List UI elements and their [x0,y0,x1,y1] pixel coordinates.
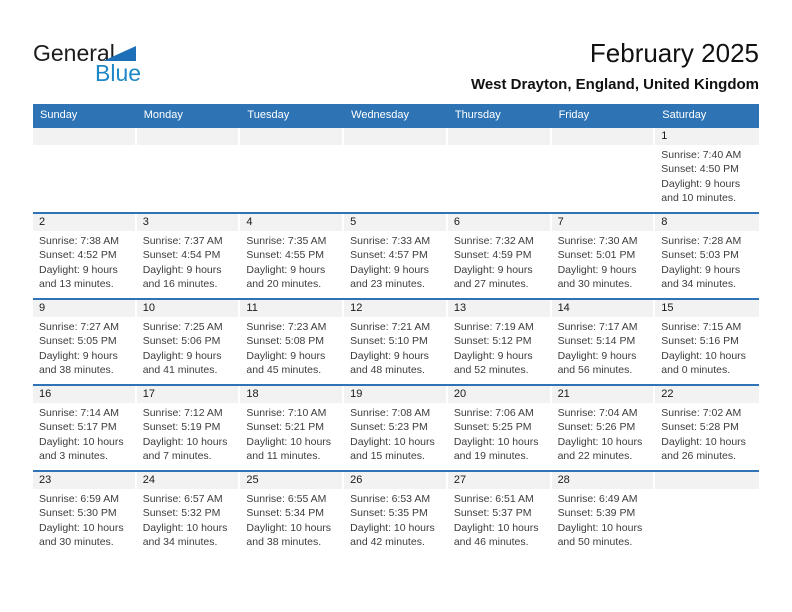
daylight-text: Daylight: 9 hours [142,349,222,362]
daylight-text: Daylight: 10 hours [661,349,746,362]
sunset-text: Sunset: 5:34 PM [246,507,325,520]
weekday-sunday: Sunday [40,109,78,121]
day-number: 27 [453,474,467,486]
sunrise-text: Sunrise: 7:08 AM [350,407,431,419]
day-number-band [137,128,239,145]
day-cell [655,472,759,556]
day-number-band [137,300,239,317]
sunset-text: Sunset: 5:01 PM [557,249,636,262]
weekday-monday: Monday [143,109,183,121]
day-details [344,231,448,291]
sunrise-text: Sunrise: 7:15 AM [661,321,742,333]
day-number-band [552,472,654,489]
day-details [552,403,656,463]
daylight-text: Daylight: 10 hours [246,521,332,534]
day-number-band [448,128,550,145]
day-details [137,145,241,148]
sunrise-text: Sunrise: 7:10 AM [246,407,327,419]
day-number: 20 [453,388,467,400]
day-details [137,231,241,291]
day-number-band [448,300,550,317]
sunset-text: Sunset: 5:06 PM [142,335,221,348]
day-number-band [240,214,342,231]
daylight-text: Daylight: 10 hours [350,435,435,448]
daylight-text: Daylight: 9 hours [453,349,533,362]
day-number: 9 [39,302,46,314]
day-cell [655,214,759,298]
day-number: 4 [246,216,253,228]
day-details [240,145,344,148]
day-number: 25 [246,474,259,486]
day-number: 26 [350,474,363,486]
sunset-text: Sunset: 5:21 PM [246,421,325,434]
day-number-band [655,128,759,145]
day-details [344,403,448,463]
day-cell [240,472,344,556]
day-cell [344,300,448,384]
daylight-text: Daylight: 10 hours [453,521,539,534]
day-details [655,489,759,492]
calendar-table [33,104,759,556]
day-cell [448,386,552,470]
day-number: 23 [39,474,52,486]
weekday-saturday: Saturday [662,109,707,121]
daylight-text: Daylight: 9 hours [246,349,326,362]
daylight-text-continued: and 0 minutes. [661,363,731,376]
daylight-text-continued: and 30 minutes. [557,277,633,290]
daylight-text-continued: and 13 minutes. [39,277,114,290]
day-number: 11 [246,302,258,314]
day-cell [552,300,656,384]
day-number: 24 [142,474,155,486]
week-row [33,126,759,212]
day-details [655,231,759,291]
sunrise-text: Sunrise: 7:12 AM [142,407,223,419]
daylight-text-continued: and 15 minutes. [350,449,425,462]
daylight-text-continued: and 7 minutes. [142,449,212,462]
sunset-text: Sunset: 5:39 PM [557,507,636,520]
sunset-text: Sunset: 5:17 PM [39,421,117,434]
day-cell [137,300,241,384]
daylight-text: Daylight: 9 hours [661,177,741,190]
sunset-text: Sunset: 5:12 PM [453,335,532,348]
title-block [259,38,759,93]
daylight-text-continued: and 34 minutes. [661,277,736,290]
day-number: 8 [661,216,668,228]
day-cell [448,300,552,384]
day-number-band [240,300,342,317]
daylight-text: Daylight: 10 hours [142,521,228,534]
sunrise-text: Sunrise: 6:51 AM [453,493,534,505]
logo-text-general: General [33,40,115,66]
day-cell [552,386,656,470]
daylight-text: Daylight: 10 hours [246,435,332,448]
day-number-band [552,300,654,317]
day-number [33,128,135,130]
day-cell [552,472,656,556]
daylight-text-continued: and 56 minutes. [557,363,633,376]
day-number: 18 [246,388,259,400]
sunset-text: Sunset: 5:28 PM [661,421,739,434]
daylight-text-continued: and 30 minutes. [39,535,114,548]
day-number: 2 [39,216,46,228]
day-details [552,231,656,291]
daylight-text: Daylight: 9 hours [39,263,118,276]
day-cell [448,214,552,298]
day-details [552,317,656,377]
week-row [33,212,759,298]
sunset-text: Sunset: 4:59 PM [453,249,532,262]
day-number: 17 [142,388,155,400]
sunset-text: Sunset: 5:25 PM [453,421,532,434]
daylight-text-continued: and 19 minutes. [453,449,529,462]
daylight-text: Daylight: 10 hours [557,521,643,534]
sunrise-text: Sunrise: 7:33 AM [350,235,431,247]
day-details [137,317,241,377]
day-number-band [33,214,135,231]
day-cell [240,214,344,298]
day-cell [448,472,552,556]
day-cell [137,386,241,470]
day-details [552,145,656,148]
sunset-text: Sunset: 5:30 PM [39,507,117,520]
daylight-text: Daylight: 10 hours [661,435,746,448]
sunrise-text: Sunrise: 7:30 AM [557,235,638,247]
sunrise-text: Sunrise: 6:53 AM [350,493,431,505]
day-cell [137,214,241,298]
day-details [33,317,137,377]
day-details [655,145,759,205]
day-cell [240,386,344,470]
day-number [240,128,342,130]
day-number: 14 [557,302,570,314]
day-number-band [448,386,550,403]
sunset-text: Sunset: 4:54 PM [142,249,221,262]
sunset-text: Sunset: 5:19 PM [142,421,221,434]
sunrise-text: Sunrise: 7:40 AM [661,149,742,161]
day-cell [552,214,656,298]
day-cell [137,128,241,212]
daylight-text-continued: and 45 minutes. [246,363,322,376]
day-number: 1 [661,130,668,142]
day-number-band [33,300,135,317]
day-details [655,317,759,377]
week-row [33,298,759,384]
sunset-text: Sunset: 5:37 PM [453,507,532,520]
daylight-text: Daylight: 9 hours [350,263,429,276]
day-cell [137,472,241,556]
daylight-text: Daylight: 9 hours [557,263,637,276]
day-number: 21 [557,388,570,400]
daylight-text: Daylight: 9 hours [350,349,429,362]
sunrise-text: Sunrise: 7:14 AM [39,407,119,419]
daylight-text: Daylight: 10 hours [453,435,539,448]
day-number: 16 [39,388,52,400]
sunset-text: Sunset: 4:50 PM [661,163,739,176]
logo-triangle-icon [103,46,136,61]
daylight-text-continued: and 16 minutes. [142,277,218,290]
week-row [33,384,759,470]
daylight-text-continued: and 52 minutes. [453,363,529,376]
sunset-text: Sunset: 5:35 PM [350,507,428,520]
day-number-band [137,214,239,231]
day-number: 12 [350,302,363,314]
daylight-text-continued: and 26 minutes. [661,449,736,462]
daylight-text-continued: and 22 minutes. [557,449,633,462]
sunset-text: Sunset: 4:52 PM [39,249,117,262]
day-details [33,489,137,549]
day-number: 15 [661,302,674,314]
sunrise-text: Sunrise: 7:17 AM [557,321,638,333]
day-number: 5 [350,216,357,228]
daylight-text-continued: and 50 minutes. [557,535,633,548]
day-number-band [344,128,446,145]
daylight-text-continued: and 34 minutes. [142,535,218,548]
day-details [240,489,344,549]
sunrise-text: Sunrise: 7:23 AM [246,321,327,333]
sunrise-text: Sunrise: 7:04 AM [557,407,638,419]
day-number: 28 [557,474,570,486]
day-number: 13 [453,302,467,314]
daylight-text: Daylight: 9 hours [39,349,118,362]
day-number [344,128,446,130]
day-number-band [33,472,135,489]
sunrise-text: Sunrise: 6:59 AM [39,493,119,505]
day-number-band [448,472,550,489]
day-details [137,489,241,549]
sunrise-text: Sunrise: 7:19 AM [453,321,534,333]
day-number-band [240,386,342,403]
day-number-band [344,300,446,317]
day-number-band [552,128,654,145]
sunset-text: Sunset: 4:57 PM [350,249,428,262]
day-details [448,317,552,377]
day-details [33,403,137,463]
day-number-band [137,472,239,489]
daylight-text: Daylight: 10 hours [142,435,228,448]
daylight-text-continued: and 10 minutes. [661,191,736,204]
daylight-text: Daylight: 10 hours [39,521,124,534]
day-cell [33,214,137,298]
sunrise-text: Sunrise: 7:35 AM [246,235,327,247]
day-details [33,145,137,148]
day-details [448,489,552,549]
day-cell [552,128,656,212]
day-number-band [655,386,759,403]
daylight-text-continued: and 42 minutes. [350,535,425,548]
sunrise-text: Sunrise: 7:27 AM [39,321,119,333]
sunrise-text: Sunrise: 6:57 AM [142,493,223,505]
sunrise-text: Sunrise: 7:21 AM [350,321,431,333]
daylight-text: Daylight: 10 hours [39,435,124,448]
day-details [448,231,552,291]
day-details [240,403,344,463]
weekday-friday: Friday [558,109,590,121]
day-number-band [344,386,446,403]
day-cell [344,386,448,470]
daylight-text-continued: and 46 minutes. [453,535,529,548]
month-title: February 2025 [589,38,759,68]
day-number-band [448,214,550,231]
day-number [137,128,239,130]
day-number [552,128,654,130]
day-number-band [240,472,342,489]
day-number-band [137,386,239,403]
day-number-band [344,214,446,231]
day-number-band [240,128,342,145]
day-cell [344,214,448,298]
day-number: 6 [453,216,460,228]
daylight-text-continued: and 20 minutes. [246,277,322,290]
day-number-band [655,300,759,317]
day-cell [655,386,759,470]
day-details [137,403,241,463]
day-cell [33,128,137,212]
day-number: 22 [661,388,674,400]
day-number-band [655,214,759,231]
sunrise-text: Sunrise: 7:06 AM [453,407,534,419]
sunset-text: Sunset: 5:05 PM [39,335,117,348]
sunrise-text: Sunrise: 7:28 AM [661,235,742,247]
day-details [344,145,448,148]
sunset-text: Sunset: 5:10 PM [350,335,428,348]
day-number [655,472,759,474]
day-cell [344,472,448,556]
day-number-band [33,386,135,403]
day-cell [655,300,759,384]
day-number [448,128,550,130]
sunrise-text: Sunrise: 7:38 AM [39,235,119,247]
daylight-text-continued: and 41 minutes. [142,363,218,376]
day-details [344,317,448,377]
day-cell [448,128,552,212]
sunset-text: Sunset: 5:26 PM [557,421,636,434]
daylight-text: Daylight: 9 hours [142,263,222,276]
daylight-text-continued: and 23 minutes. [350,277,425,290]
day-number: 3 [142,216,149,228]
sunrise-text: Sunrise: 6:55 AM [246,493,327,505]
day-details [552,489,656,549]
daylight-text-continued: and 38 minutes. [246,535,322,548]
daylight-text-continued: and 38 minutes. [39,363,114,376]
general-blue-logo [33,38,183,90]
sunrise-text: Sunrise: 7:02 AM [661,407,742,419]
weekday-header-row [33,104,759,126]
day-details [240,231,344,291]
weeks-container [33,126,759,556]
day-number: 19 [350,388,363,400]
daylight-text-continued: and 3 minutes. [39,449,108,462]
daylight-text: Daylight: 10 hours [350,521,435,534]
weekday-wednesday: Wednesday [351,109,410,121]
sunrise-text: Sunrise: 6:49 AM [557,493,638,505]
daylight-text: Daylight: 9 hours [453,263,533,276]
daylight-text: Daylight: 9 hours [661,263,741,276]
day-details [240,317,344,377]
sunrise-text: Sunrise: 7:25 AM [142,321,223,333]
day-cell [240,300,344,384]
daylight-text: Daylight: 10 hours [557,435,643,448]
day-details [448,403,552,463]
day-details [33,231,137,291]
daylight-text-continued: and 48 minutes. [350,363,425,376]
week-row [33,470,759,556]
day-details [344,489,448,549]
day-cell [344,128,448,212]
logo-text-blue: Blue [95,60,142,86]
day-cell [655,128,759,212]
day-number: 10 [142,302,155,314]
sunset-text: Sunset: 4:55 PM [246,249,325,262]
weekday-thursday: Thursday [454,109,501,121]
sunset-text: Sunset: 5:23 PM [350,421,428,434]
day-details [448,145,552,148]
daylight-text: Daylight: 9 hours [246,263,326,276]
sunrise-text: Sunrise: 7:32 AM [453,235,534,247]
day-cell [33,472,137,556]
daylight-text: Daylight: 9 hours [557,349,637,362]
location-subtitle: West Drayton, England, United Kingdom [470,76,759,93]
daylight-text-continued: and 11 minutes. [246,449,321,462]
sunset-text: Sunset: 5:14 PM [557,335,636,348]
sunset-text: Sunset: 5:03 PM [661,249,739,262]
day-cell [240,128,344,212]
day-cell [33,386,137,470]
day-number: 7 [557,216,564,228]
sunset-text: Sunset: 5:16 PM [661,335,739,348]
weekday-tuesday: Tuesday [247,109,290,121]
day-cell [33,300,137,384]
day-number-band [552,386,654,403]
day-number-band [344,472,446,489]
day-details [655,403,759,463]
sunset-text: Sunset: 5:08 PM [246,335,325,348]
day-number-band [552,214,654,231]
daylight-text-continued: and 27 minutes. [453,277,529,290]
sunrise-text: Sunrise: 7:37 AM [142,235,223,247]
day-number-band [655,472,759,489]
day-number-band [33,128,135,145]
sunset-text: Sunset: 5:32 PM [142,507,221,520]
